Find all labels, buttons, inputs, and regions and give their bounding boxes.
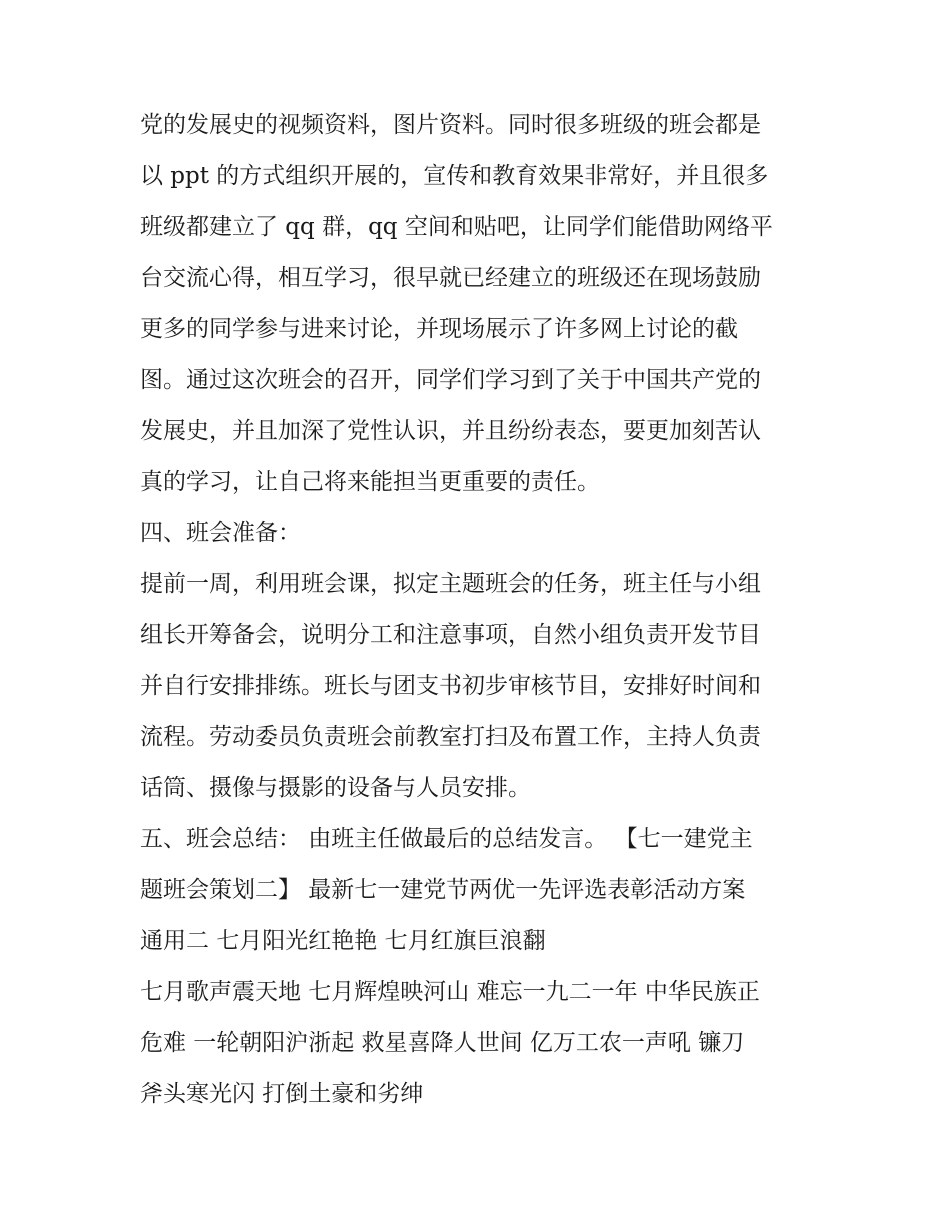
poem-line: 危难 一轮朝阳沪浙起 救星喜降人世间 亿万工农一声吼 镰刀 [140,1030,745,1056]
document-body [140,100,820,1120]
text-line: 通用二 七月阳光红艳艳 七月红旗巨浪翻 [140,928,546,954]
text-line: 更多的同学参与进来讨论，并现场展示了许多网上讨论的截 [140,316,738,342]
poem-line: 斧头寒光闪 打倒土豪和劣绅 [140,1081,424,1107]
text-line: 图。通过这次班会的召开，同学们学习到了关于中国共产党的 [140,367,761,393]
text-line: 台交流心得，相互学习，很早就已经建立的班级还在现场鼓励 [140,265,761,291]
text-line: 题班会策划二】 最新七一建党节两优一先评选表彰活动方案 [140,877,746,903]
section-heading-preparation: 四、班会准备： [140,520,301,546]
text-line: 流程。劳动委员负责班会前教室打扫及布置工作，主持人负责 [140,724,761,750]
text-line: 发展史，并且加深了党性认识，并且纷纷表态，要更加刻苦认 [140,418,761,444]
text-line: 并自行安排排练。班长与团支书初步审核节目，安排好时间和 [140,673,761,699]
text-line: 话筒、摄像与摄影的设备与人员安排。 [140,775,531,801]
poem-line: 七月歌声震天地 七月辉煌映河山 难忘一九二一年 中华民族正 [140,979,760,1005]
text-line: 党的发展史的视频资料，图片资料。同时很多班级的班会都是 [140,112,761,138]
text-line: 以 ppt 的方式组织开展的，宣传和教育效果非常好，并且很多 [140,163,769,189]
text-line: 真的学习，让自己将来能担当更重要的责任。 [140,469,600,495]
section-heading-summary: 五、班会总结： 由班主任做最后的总结发言。 【七一建党主 [140,826,753,852]
text-line: 班级都建立了 qq 群，qq 空间和贴吧，让同学们能借助网络平 [140,214,773,240]
text-line: 组长开筹备会，说明分工和注意事项，自然小组负责开发节目 [140,622,761,648]
text-line: 提前一周，利用班会课，拟定主题班会的任务，班主任与小组 [140,571,761,597]
